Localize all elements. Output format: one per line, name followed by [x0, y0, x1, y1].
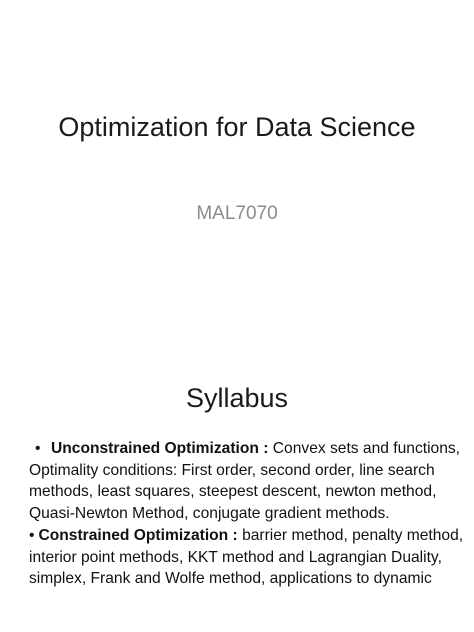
slide-subtitle: MAL7070: [196, 203, 278, 224]
syllabus-item-text: Convex sets and functions, Optimality conditions: First order, second order, line search methods, least squares, steepest descent, newton method, Quasi-Newton Method, conjugate gradient methods.: [29, 440, 461, 523]
syllabus-item-label: Unconstrained Optimization :: [51, 440, 269, 457]
slide-title: Optimization for Data Science: [58, 112, 416, 142]
syllabus-slide: [0, 355, 474, 632]
syllabus-item-text: barrier method, penalty method, interior point methods, KKT method and Lagrangian Duality, simplex, Frank and Wolfe method, applications to dynamic: [29, 526, 464, 588]
syllabus-body: [29, 438, 469, 590]
syllabus-item-label: Constrained Optimization :: [38, 526, 238, 544]
bullet-marker: •: [35, 440, 41, 457]
syllabus-item-constrained: [29, 525, 469, 590]
syllabus-item-unconstrained: [29, 438, 469, 525]
bullet-marker: •: [29, 526, 35, 544]
syllabus-heading: Syllabus: [185, 383, 289, 413]
